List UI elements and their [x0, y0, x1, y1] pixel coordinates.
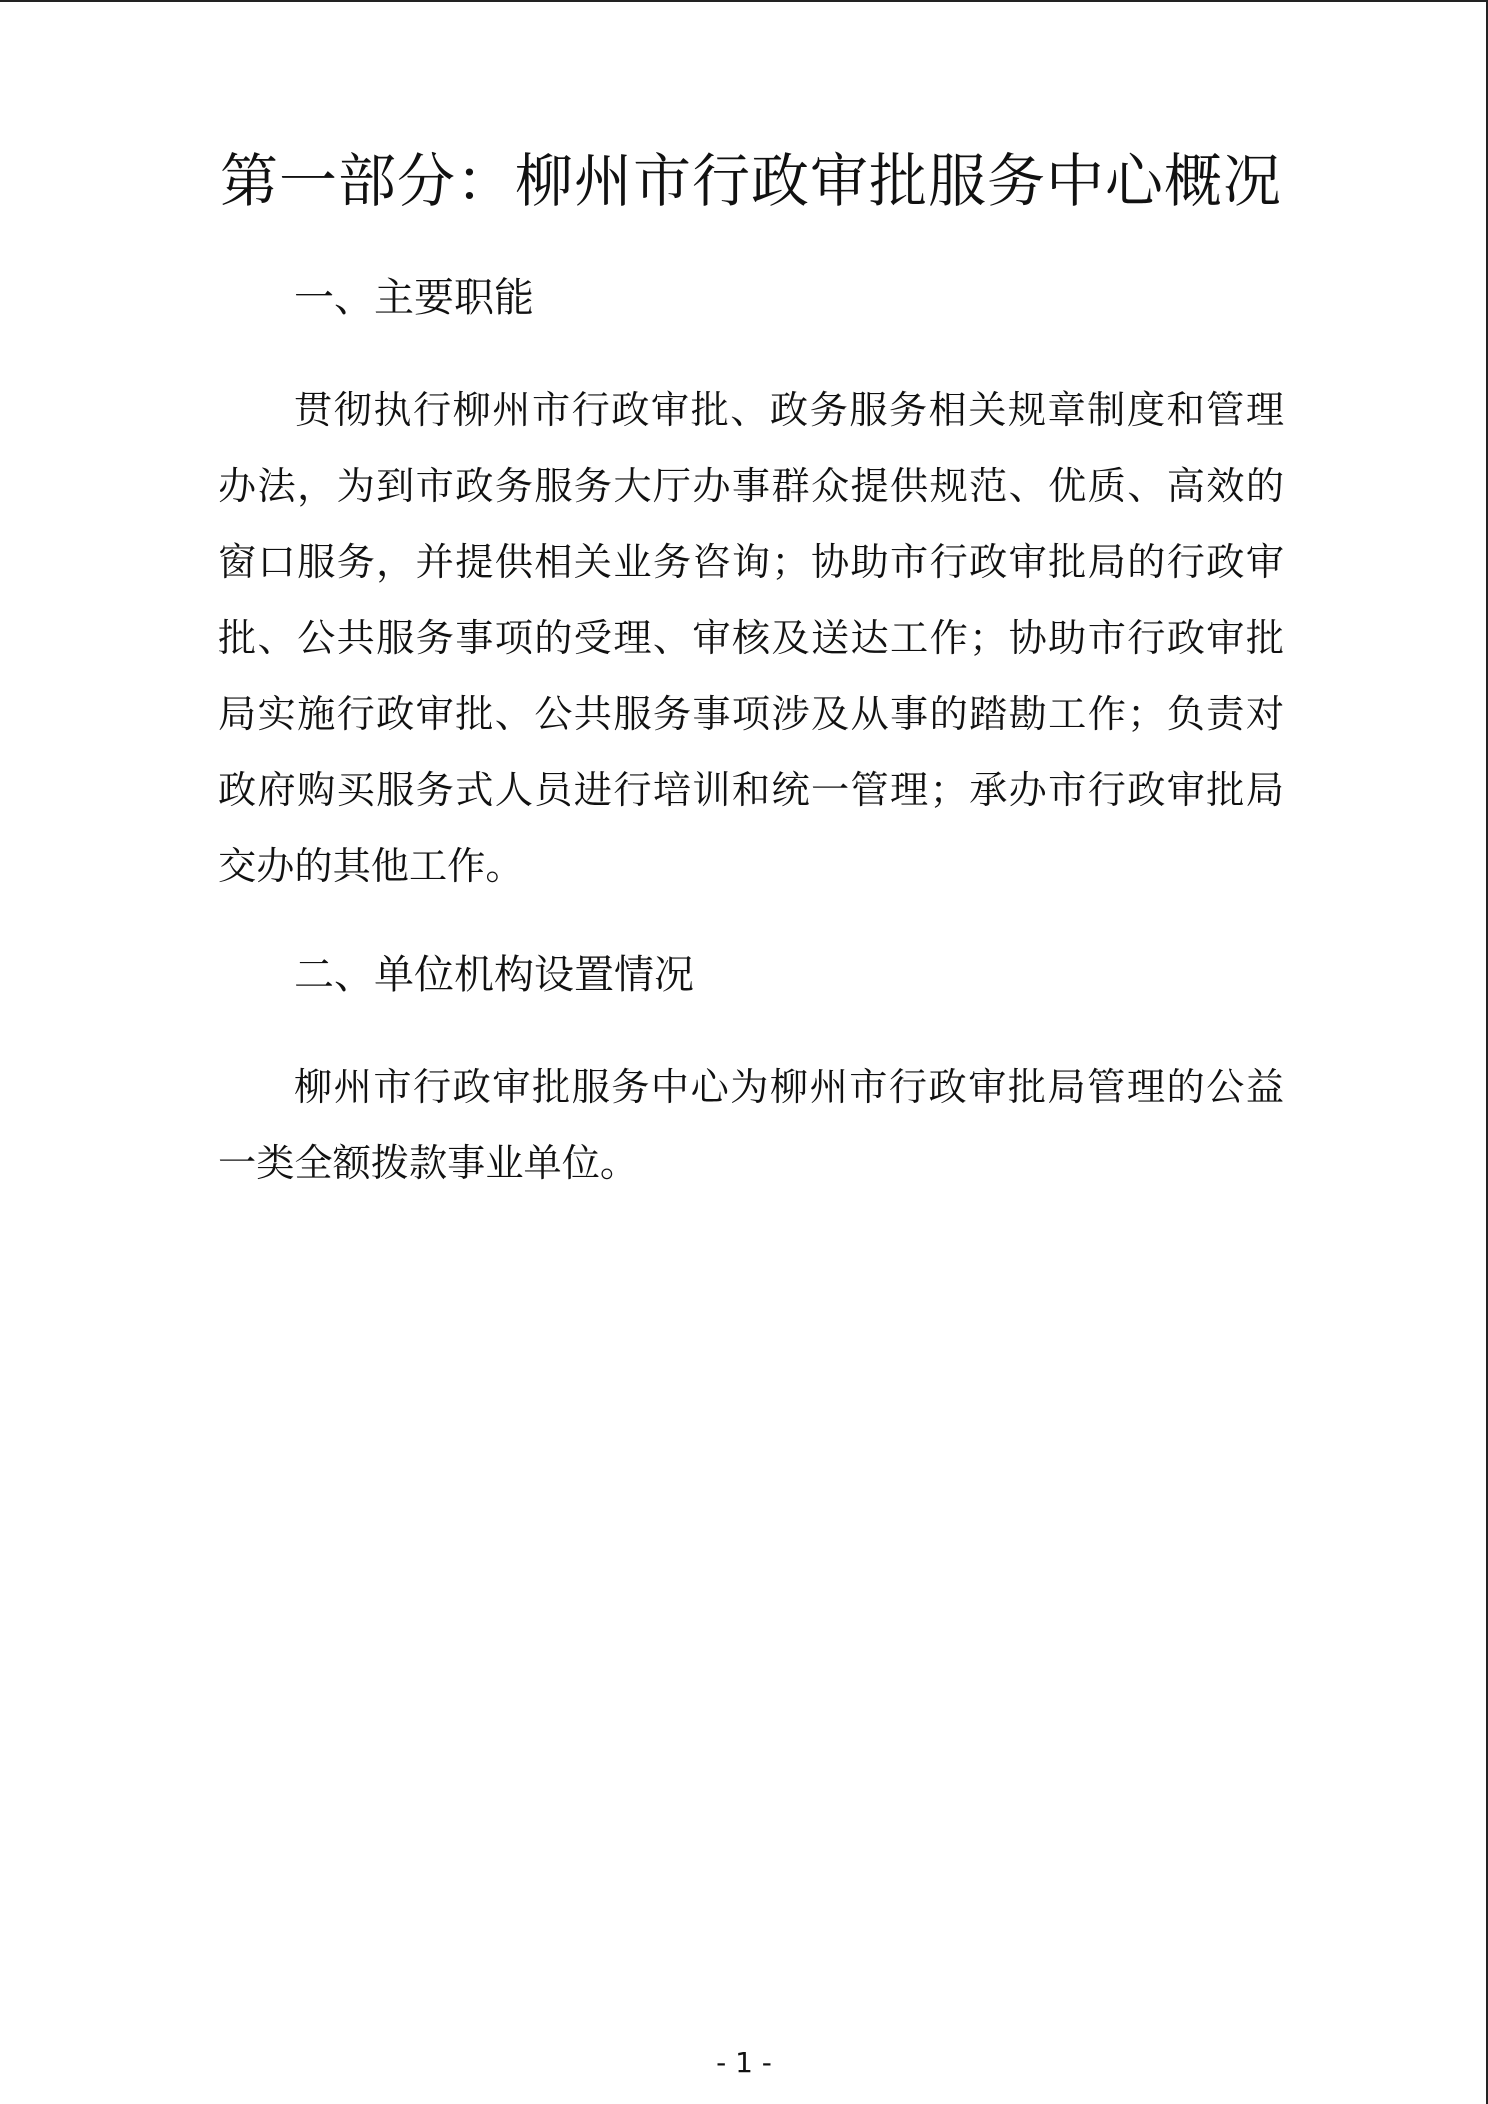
- section-heading-main-functions: 一、主要职能: [294, 275, 534, 321]
- page-border-top: [0, 0, 1488, 2]
- section-paragraph-main-functions: 贯彻执行柳州市行政审批、政务服务相关规章制度和管理办法，为到市政务服务大厅办事群众提供规范、优质、高效的窗口服务，并提供相关业务咨询；协助市行政审批局的行政审批、公共服务事项的受理、审核及送达工作；协助市行政审批局实施行政审批、公共服务事项涉及从事的踏勘工作；负责对政府购买服务式人员进行培训和统一管理；承办市行政审批局交办的其他工作。: [218, 389, 1284, 889]
- section-heading-organization: 二、单位机构设置情况: [294, 952, 694, 998]
- page-number: - 1 -: [716, 2046, 772, 2079]
- section-paragraph-organization: 柳州市行政审批服务中心为柳州市行政审批局管理的公益一类全额拨款事业单位。: [218, 1066, 1284, 1186]
- document-title: 第一部分：柳州市行政审批服务中心概况: [219, 147, 1282, 215]
